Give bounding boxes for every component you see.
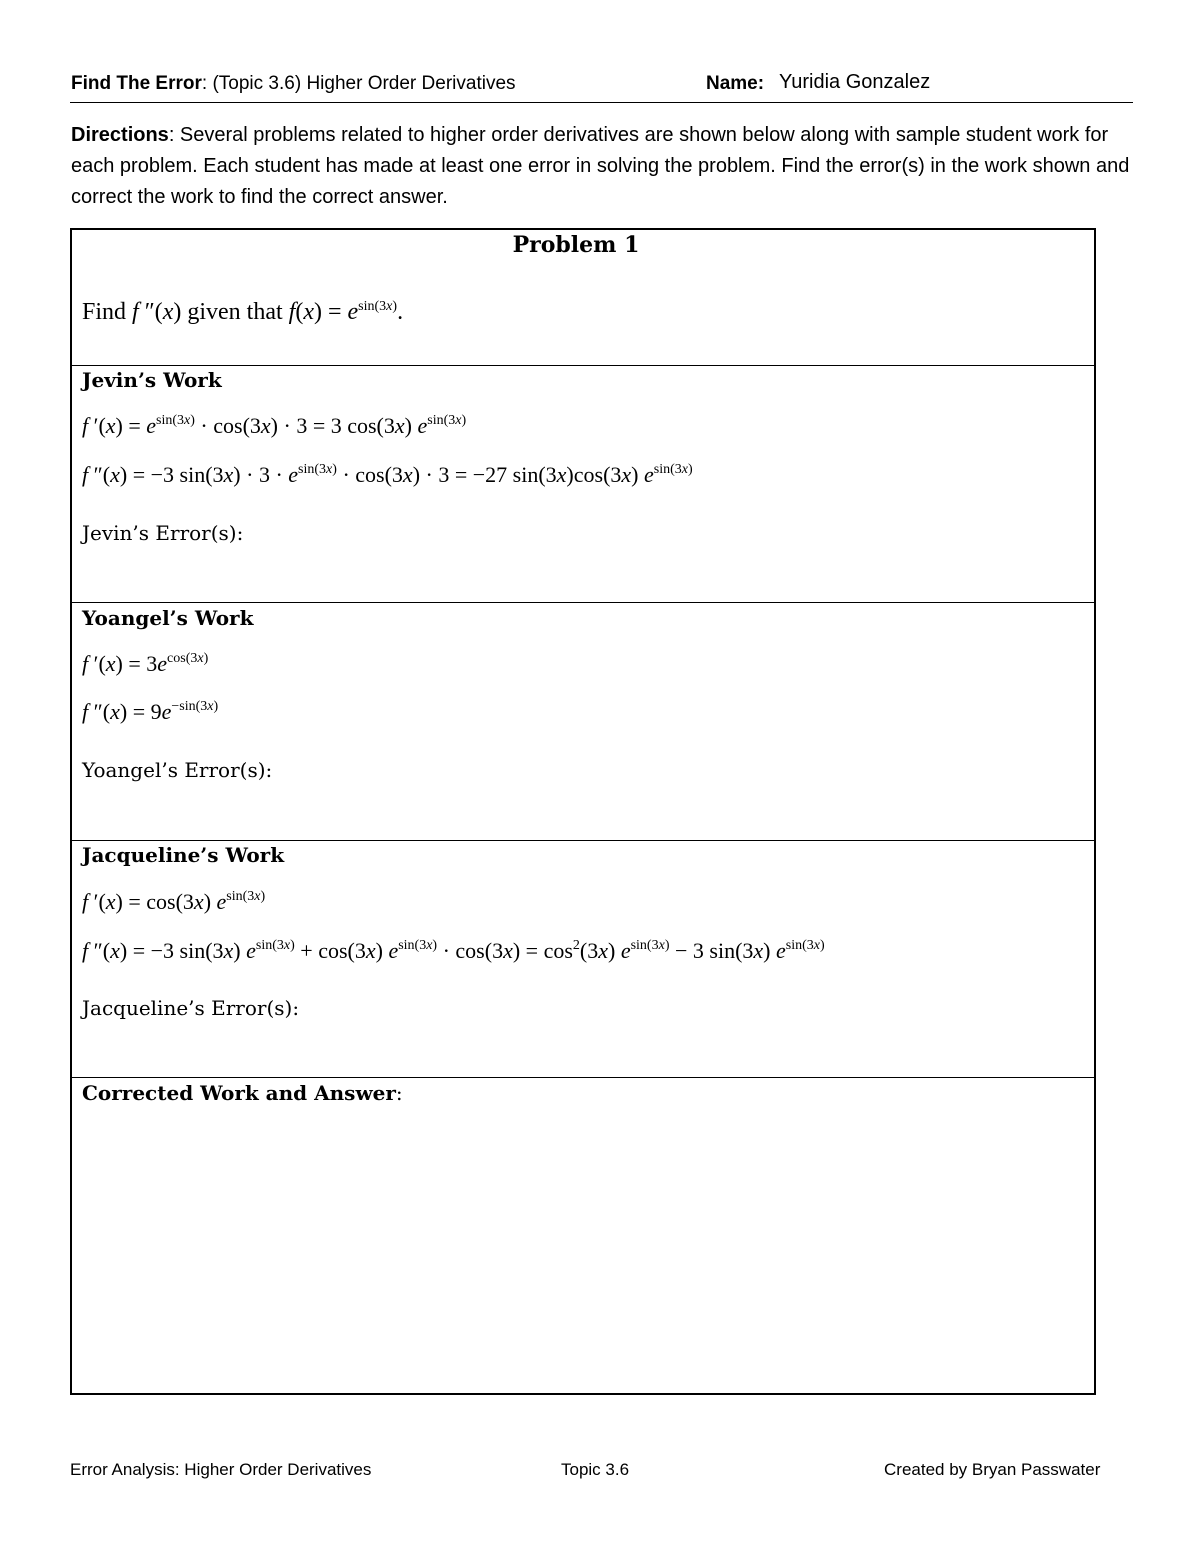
problem-statement: Find f ″(x) given that $f(x) = e^{sin(3x)}$. bbox=[82, 299, 404, 325]
header-divider bbox=[70, 102, 1133, 103]
worksheet-title bbox=[71, 73, 516, 95]
name-field[interactable]: Yuridia Gonzalez bbox=[779, 71, 931, 93]
corrected-work-title-text: Corrected Work and Answer bbox=[82, 1081, 396, 1105]
directions bbox=[71, 120, 1133, 213]
yoangel-second-derivative: f $''(x) = 9e^{-sin(3x)}$ bbox=[82, 699, 219, 724]
yoangel-first-derivative: f $'(x) = 3e^{cos(3x)}$ bbox=[82, 651, 209, 676]
yoangel-error-label: Yoangel’s Error(s): bbox=[82, 758, 273, 782]
worksheet-title-rest: : (Topic 3.6) Higher Order Derivatives bbox=[201, 73, 516, 94]
section-divider bbox=[72, 365, 1094, 366]
section-divider bbox=[72, 602, 1094, 603]
jacqueline-work-title: Jacqueline’s Work bbox=[82, 843, 285, 867]
footer-left: Error Analysis: Higher Order Derivatives bbox=[70, 1460, 372, 1479]
jevin-error-label: Jevin’s Error(s): bbox=[82, 521, 244, 545]
jacqueline-first-derivative: f ′(x) = cos(3x) $e^{sin(3x)}$ bbox=[82, 889, 266, 914]
name-label: Name: bbox=[706, 73, 765, 94]
jevin-first-derivative: f $'(x) = e^{sin(3x)} \cdot \cos(3x) \cdot 3 = 3$ cos(3x) $e^{sin(3x)}$ bbox=[82, 413, 467, 438]
section-divider bbox=[72, 840, 1094, 841]
corrected-work-title bbox=[82, 1081, 403, 1105]
jacqueline-error-label: Jacqueline’s Error(s): bbox=[82, 996, 300, 1020]
directions-label: Directions bbox=[71, 124, 169, 146]
problem-find-text: Find bbox=[82, 299, 133, 325]
footer-center: Topic 3.6 bbox=[561, 1460, 630, 1479]
directions-text: : Several problems related to higher order derivatives are shown below along with sample student work for each problem. Each student has made at least one error in solving the problem. Find the error(s) in the work shown and correct the work to find the correct answer. bbox=[71, 124, 1130, 208]
jevin-second-derivative: f ″(x) = −3 $\sin(3x) \cdot 3 \cdot e^{sin(3x)} \cdot \cos(3x) \cdot 3 = -27$ sin(3x)cos(3x) $e^{sin(3x)}$ bbox=[82, 462, 693, 487]
corrected-work-area[interactable] bbox=[80, 1112, 1084, 1382]
section-divider bbox=[72, 1077, 1094, 1078]
jacqueline-second-derivative: f ″(x) = −3 sin(3x) $e^{sin(3x)} + \cos(3x) e^{sin(3x)} \cdot \cos(3x) = \cos^2(3x) e^{sin(3x)} - 3$ sin(3x) $e^{sin(3x)}$ bbox=[82, 938, 825, 963]
problem-given-text: given that bbox=[181, 299, 289, 325]
jevin-work-title: Jevin’s Work bbox=[82, 368, 222, 392]
corrected-work-title-suffix: : bbox=[395, 1081, 403, 1105]
footer-right: Created by Bryan Passwater bbox=[884, 1460, 1101, 1479]
problem-title: Problem 1 bbox=[512, 232, 640, 258]
worksheet-title-bold: Find The Error bbox=[71, 73, 202, 94]
yoangel-work-title: Yoangel’s Work bbox=[82, 606, 254, 630]
